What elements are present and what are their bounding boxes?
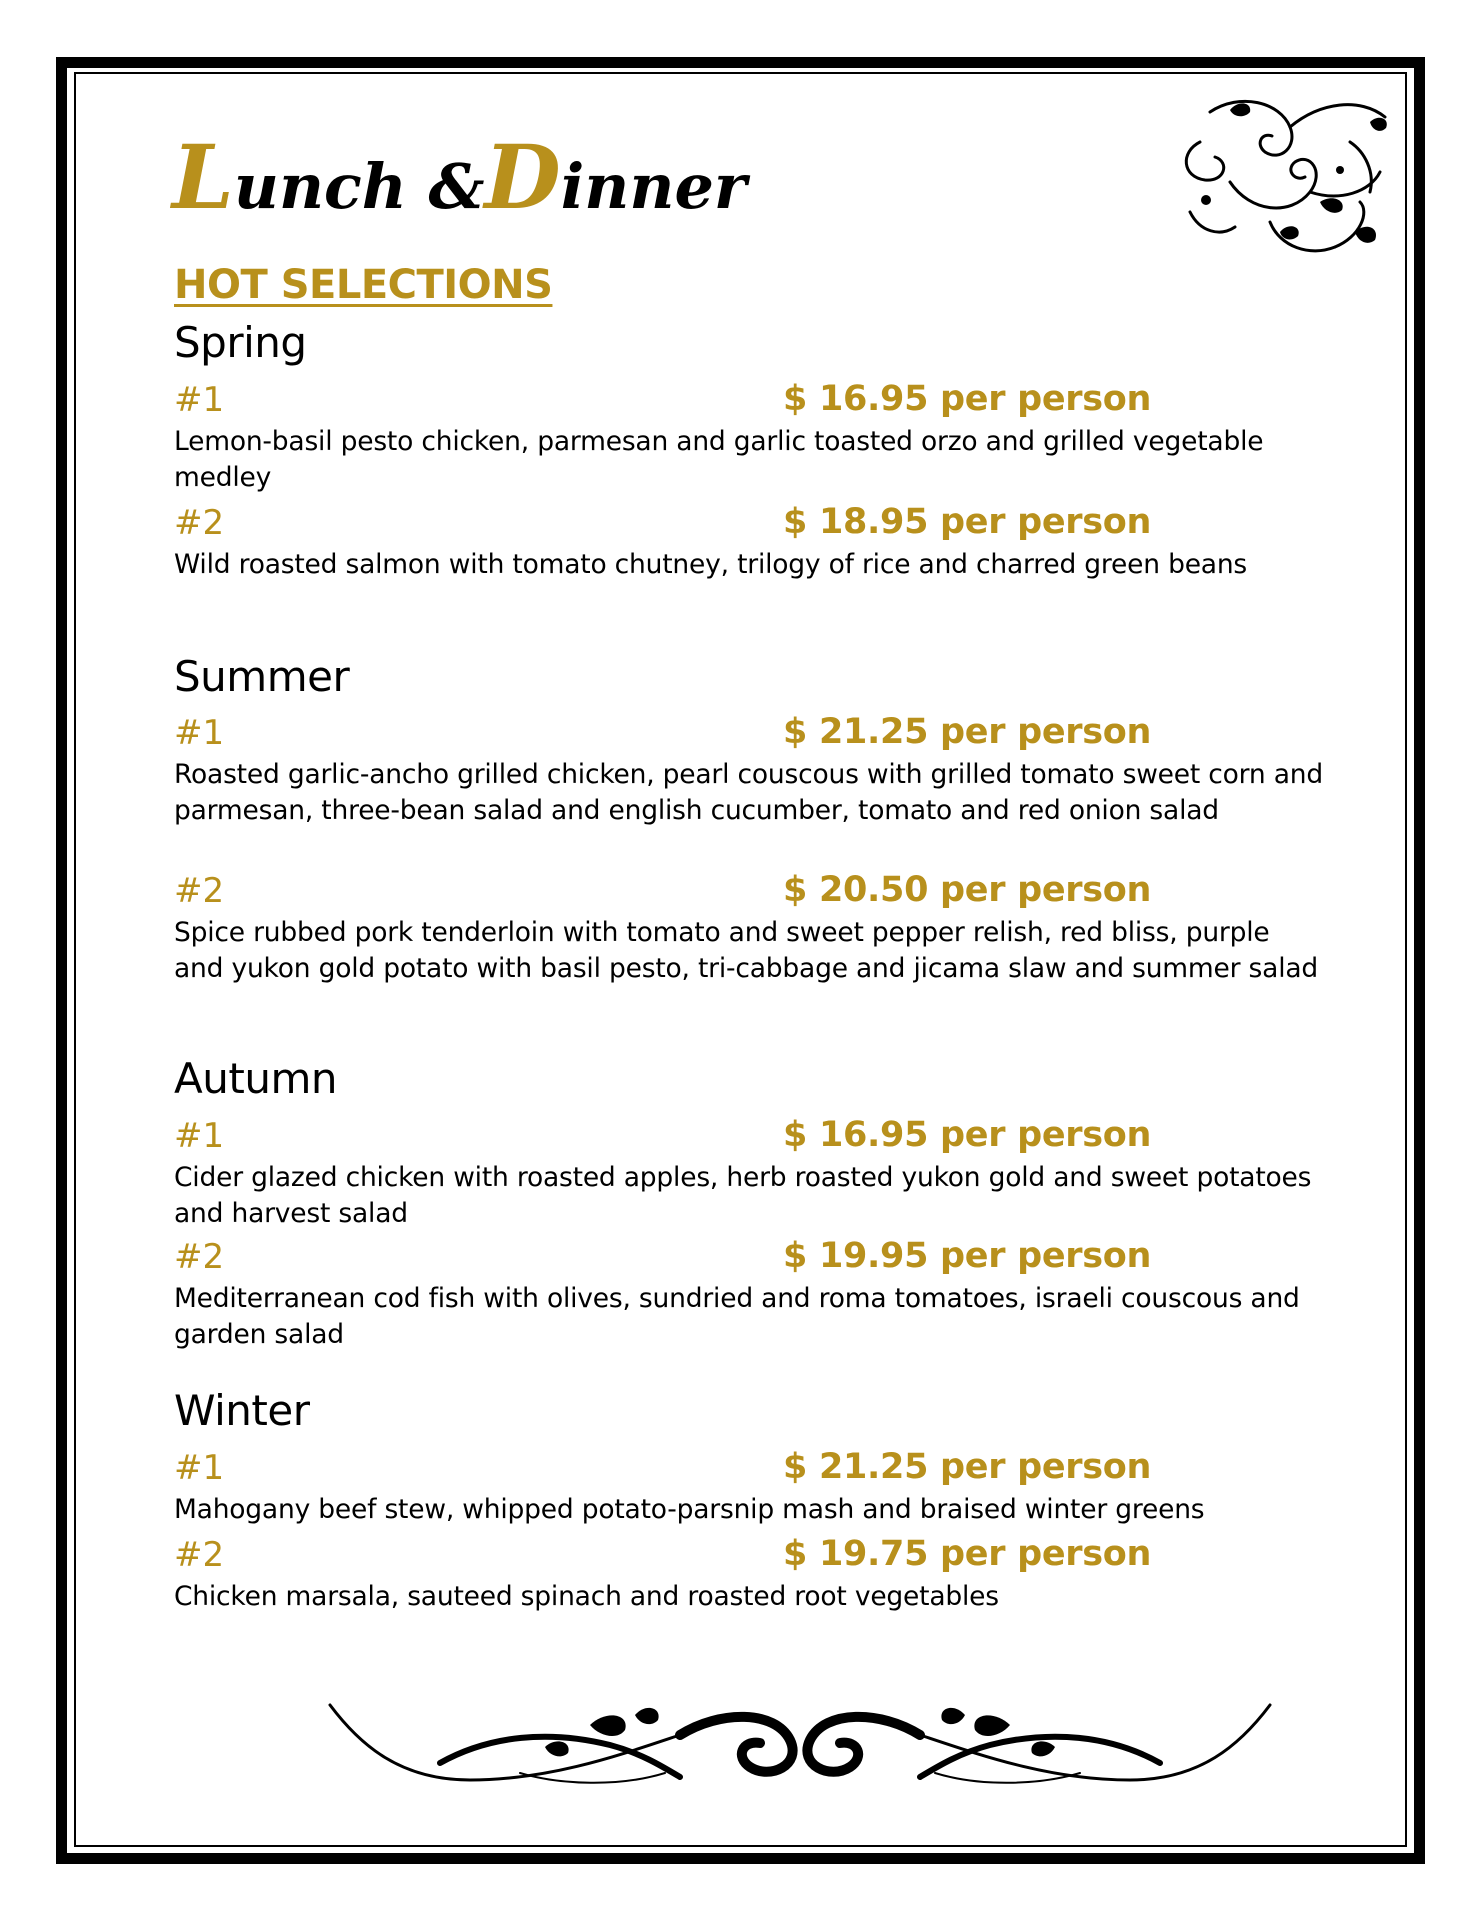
season-heading-autumn: Autumn xyxy=(174,1054,337,1103)
menu-item-number: #2 xyxy=(174,871,225,911)
menu-item-number: #2 xyxy=(174,1535,225,1575)
menu-item-number: #1 xyxy=(174,1116,225,1156)
menu-item-price: $ 19.75 per person xyxy=(783,1534,1152,1574)
menu-item-number: #1 xyxy=(174,713,225,753)
menu-item-price: $ 20.50 per person xyxy=(783,870,1152,910)
page-title xyxy=(172,125,747,229)
section-heading: HOT SELECTIONS xyxy=(174,262,553,308)
season-heading-winter: Winter xyxy=(174,1386,310,1435)
menu-item-description: Spice rubbed pork tenderloin with tomato and sweet pepper relish, red bliss, purple and yukon gold potato with basil pesto, tri-cabbage and jicama slaw and summer salad xyxy=(174,917,1319,984)
menu-item-description: Cider glazed chicken with roasted apples, herb roasted yukon gold and sweet potatoes and harvest salad xyxy=(174,1162,1312,1229)
menu-item-description: Wild roasted salmon with tomato chutney, trilogy of rice and charred green beans xyxy=(174,549,1248,580)
title-text-dinner: inner xyxy=(560,150,747,223)
menu-item-price: $ 21.25 per person xyxy=(783,1447,1152,1487)
menu-item-description: Roasted garlic-ancho grilled chicken, pearl couscous with grilled tomato sweet corn and parmesan, three-bean salad and english cucumber, tomato and red onion salad xyxy=(174,759,1323,826)
season-heading-summer: Summer xyxy=(174,652,350,701)
title-initial-l: L xyxy=(172,125,234,229)
menu-item-description: Chicken marsala, sauteed spinach and roasted root vegetables xyxy=(174,1581,999,1612)
title-text-lunch: unch & xyxy=(233,150,485,223)
scroll-divider-ornament-icon xyxy=(320,1685,1280,1795)
season-heading-spring: Spring xyxy=(174,318,307,367)
title-initial-d: D xyxy=(484,125,561,229)
menu-item-price: $ 18.95 per person xyxy=(783,502,1152,542)
menu-item-price: $ 16.95 per person xyxy=(783,1115,1152,1155)
menu-item-description: Mahogany beef stew, whipped potato-parsnip mash and braised winter greens xyxy=(174,1494,1205,1525)
menu-item-description: Mediterranean cod fish with olives, sundried and roma tomatoes, israeli couscous and garden salad xyxy=(174,1283,1300,1350)
menu-item-number: #2 xyxy=(174,503,225,543)
menu-item-number: #2 xyxy=(174,1237,225,1277)
flourish-ornament-icon xyxy=(1170,82,1400,272)
menu-item-price: $ 19.95 per person xyxy=(783,1236,1152,1276)
menu-item-price: $ 16.95 per person xyxy=(783,379,1152,419)
menu-item-description: Lemon-basil pesto chicken, parmesan and garlic toasted orzo and grilled vegetable medley xyxy=(174,426,1264,493)
menu-item-price: $ 21.25 per person xyxy=(783,712,1152,752)
menu-item-number: #1 xyxy=(174,1448,225,1488)
menu-item-number: #1 xyxy=(174,380,225,420)
